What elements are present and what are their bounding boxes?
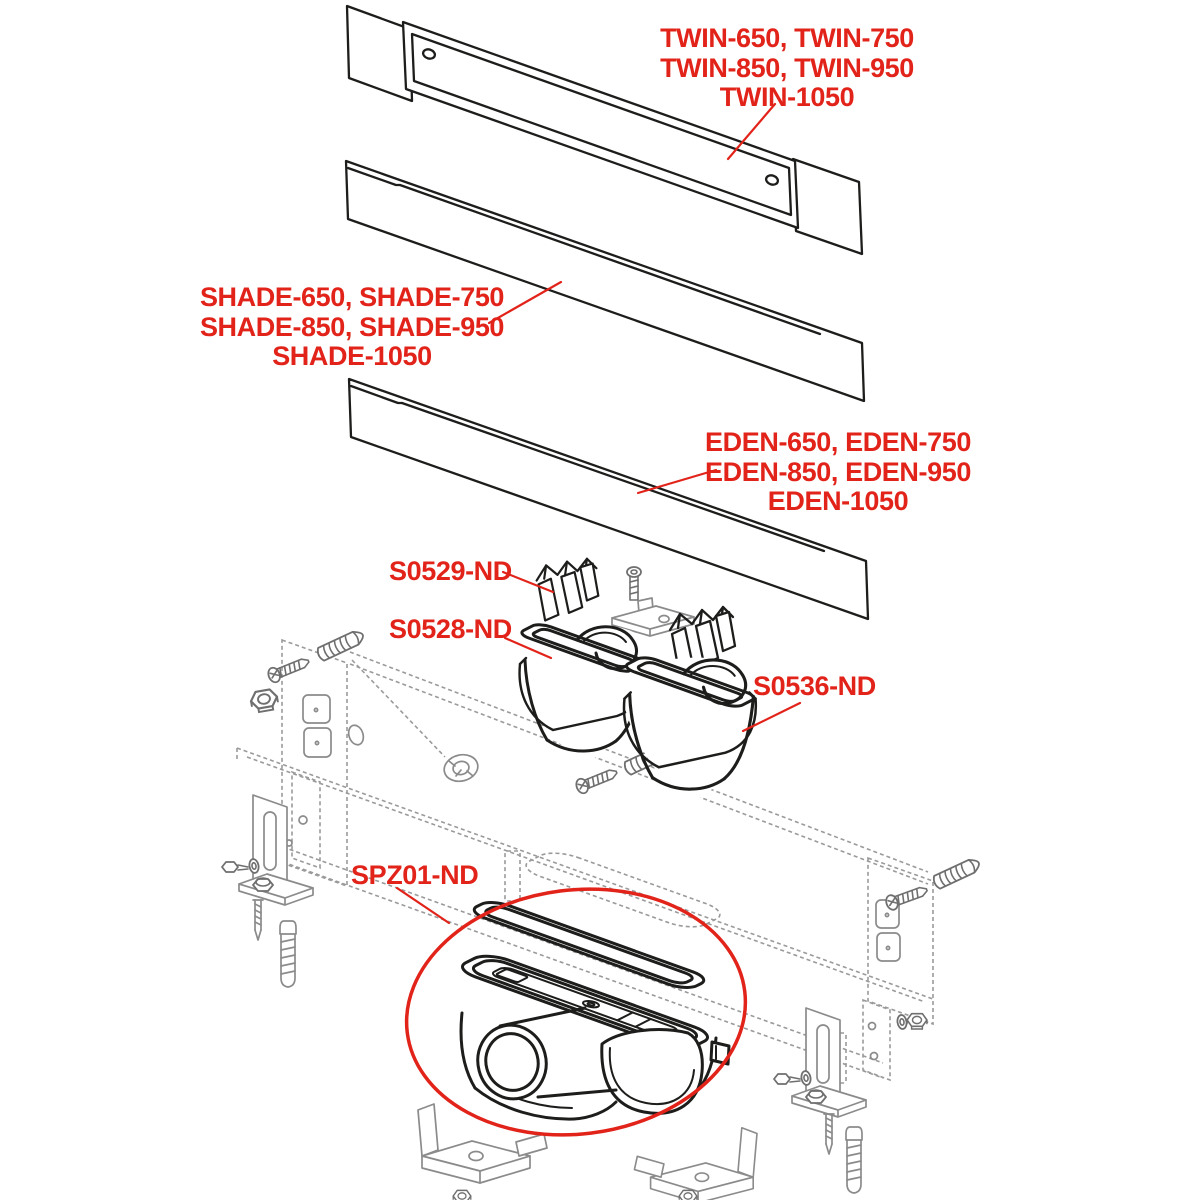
wall-screw-icon: [884, 883, 929, 912]
label-shade-line2: SHADE-850, SHADE-950: [199, 311, 505, 342]
wall-screw-icon: [266, 654, 311, 684]
label-eden-line2: EDEN-850, EDEN-950: [705, 456, 971, 487]
hex-nut-icon: [453, 1190, 471, 1200]
label-shade-line1: SHADE-650, SHADE-750: [199, 282, 505, 312]
small-fixing-screw: [627, 567, 641, 600]
label-eden-line1: EDEN-650, EDEN-750: [705, 427, 971, 457]
channel-clamp-left: [418, 1104, 547, 1183]
label-twin-line3: TWIN-1050: [719, 82, 855, 112]
wood-screw-icon: [253, 900, 263, 940]
label-shade-line3: SHADE-1050: [272, 341, 432, 371]
siphon-sump: [602, 1030, 703, 1114]
wall-plug-icon: [316, 629, 366, 662]
hex-nut-icon: [907, 1014, 927, 1029]
label-s0529: S0529-ND: [389, 556, 512, 586]
washer-icon: [897, 1014, 908, 1029]
label-twin-group: [622, 24, 952, 113]
wood-screw-icon: [824, 1114, 834, 1154]
side-fixing-plate-right: [863, 1000, 890, 1080]
hex-nut-icon: [250, 688, 280, 713]
label-shade-group: [187, 283, 517, 372]
wall-plug-icon: [846, 1127, 862, 1193]
label-eden-line3: EDEN-1050: [767, 486, 909, 516]
label-eden-group: [673, 428, 1003, 517]
label-s0536: S0536-ND: [753, 671, 876, 701]
channel-clamp-right: [634, 1128, 757, 1200]
wall-plug-icon: [280, 921, 296, 987]
label-twin-line2: TWIN-850, TWIN-950: [660, 52, 914, 83]
adjustable-foot-bracket-right: [774, 1008, 927, 1193]
siphon-outlet-pipe: [470, 1008, 616, 1107]
channel-right-end-plate: [868, 858, 933, 1024]
hex-nut-icon: [679, 1190, 697, 1200]
wall-screw-icon: [574, 765, 619, 795]
trap-insert-basket-rear: [621, 656, 758, 801]
oval-hole: [346, 723, 365, 746]
adjustable-foot-bracket-left: [222, 795, 313, 987]
label-twin-line1: TWIN-650, TWIN-750: [660, 23, 914, 53]
label-spz01: SPZ01-ND: [351, 860, 479, 890]
wall-plug-icon: [932, 857, 982, 890]
round-cap: [441, 751, 480, 784]
label-s0528: S0528-ND: [389, 614, 512, 644]
fixation-tab: [505, 851, 520, 901]
